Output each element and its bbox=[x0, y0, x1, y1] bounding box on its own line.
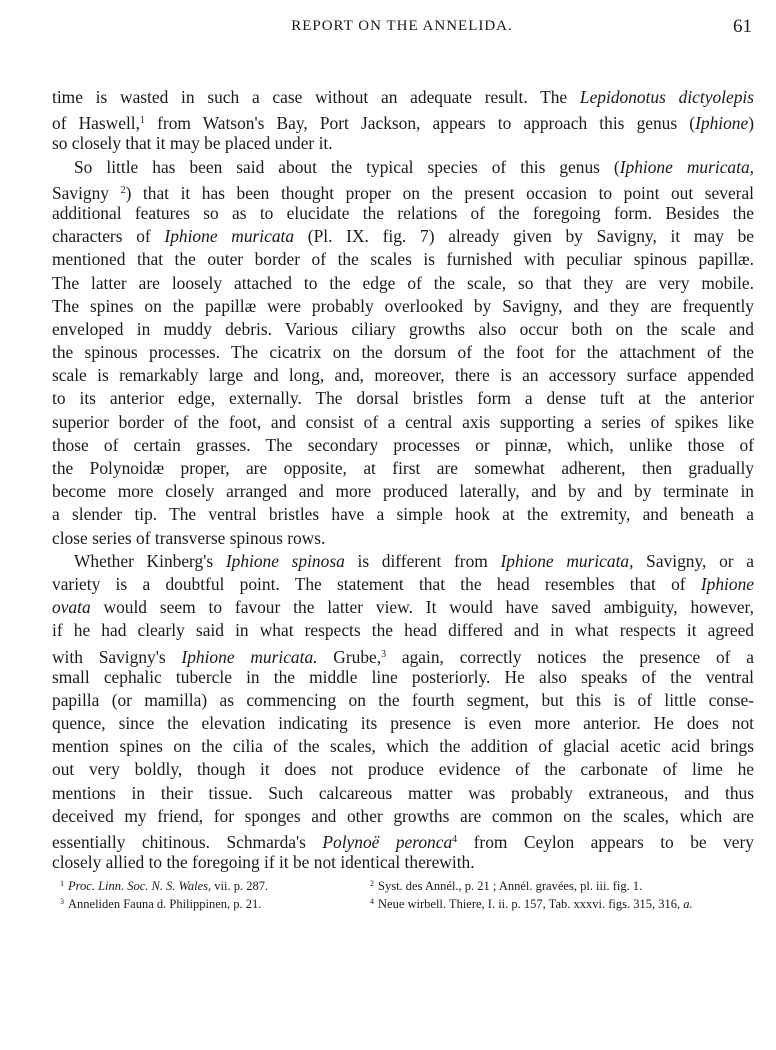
text-run: would seem to favour the latter view. It would have saved ambiguity, however, bbox=[90, 597, 754, 618]
paragraph bbox=[52, 156, 754, 550]
footnote-mark: 3 bbox=[60, 897, 64, 906]
text-run: So little has been said about the typical species of this genus ( bbox=[74, 156, 620, 177]
text-run: become more closely arranged and more produced laterally, and by and by terminate in bbox=[52, 481, 754, 502]
text-line bbox=[52, 643, 754, 666]
footnote bbox=[60, 879, 268, 894]
italic-text: Iphione muricata. bbox=[181, 646, 318, 667]
text-line bbox=[52, 202, 754, 225]
text-run: closely allied to the foregoing if it be not identical therewith. bbox=[52, 852, 475, 873]
italic-text: Iphione bbox=[695, 113, 749, 134]
text-line bbox=[52, 666, 754, 689]
text-run: The spines on the papillæ were probably overlooked by Savigny, and they are frequently bbox=[52, 295, 754, 316]
text-run: quence, since the elevation indicating its presence is even more anterior. He does not bbox=[52, 713, 754, 734]
text-line bbox=[52, 109, 754, 132]
text-run: mention spines on the cilia of the scales, which the addition of glacial acetic acid brings bbox=[52, 736, 754, 757]
text-run: the spinous processes. The cicatrix on the dorsum of the foot for the attachment of the bbox=[52, 342, 754, 363]
text-line bbox=[52, 480, 754, 503]
text-run: the Polynoidæ proper, are opposite, at first are somewhat adherent, then gradually bbox=[52, 458, 754, 478]
text-run: if he had clearly said in what respects the head differed and in what respects it agreed bbox=[52, 620, 754, 641]
text-line bbox=[52, 619, 754, 642]
text-run: ) bbox=[748, 113, 754, 134]
text-run: to its anterior edge, externally. The dorsal bristles form a dense tuft at the anterior bbox=[52, 388, 754, 409]
footnote-reference[interactable]: 4 bbox=[452, 834, 458, 845]
paragraph bbox=[52, 86, 754, 156]
footnote bbox=[370, 879, 642, 894]
text-line bbox=[52, 596, 754, 619]
text-line bbox=[52, 782, 754, 805]
text-run: Savigny, or a bbox=[633, 550, 754, 571]
text-line bbox=[52, 434, 754, 457]
text-run: Whether Kinberg's bbox=[74, 550, 226, 571]
text-run: mentioned that the outer border of the scales is furnished with peculiar spinous papillæ. bbox=[52, 249, 754, 270]
paragraph bbox=[52, 550, 754, 875]
text-line bbox=[52, 457, 754, 480]
text-line bbox=[52, 272, 754, 295]
text-line bbox=[52, 851, 754, 874]
text-run: deceived my friend, for sponges and other growths are common on the scales, which are bbox=[52, 805, 754, 826]
text-line bbox=[52, 828, 754, 851]
footnote-mark: 4 bbox=[370, 897, 374, 906]
text-line bbox=[52, 758, 754, 781]
text-line bbox=[52, 132, 754, 155]
footnote-mark: 2 bbox=[370, 879, 374, 888]
italic-text: a. bbox=[683, 897, 693, 911]
italic-text: Iphione spinosa bbox=[225, 550, 345, 571]
italic-text: Iphione muricata bbox=[164, 226, 295, 247]
text-run: scale is remarkably large and long, and, moreover, there is an accessory surface appended bbox=[52, 365, 754, 386]
text-run: enveloped in muddy debris. Various ciliary growths also occur both on the scale and bbox=[52, 318, 754, 339]
italic-text: Iphione muricata, bbox=[500, 550, 634, 571]
footnote-mark: 1 bbox=[60, 879, 64, 888]
text-line bbox=[52, 411, 754, 434]
text-run: again, correctly notices the presence of a bbox=[386, 646, 754, 667]
text-run: The latter are loosely attached to the edge of the scale, so that they are very mobile. bbox=[52, 272, 754, 293]
text-run: Syst. des Annél., p. 21 ; Annél. gravées, pl. iii. fig. 1. bbox=[378, 879, 643, 893]
text-run: variety is a doubtful point. The statement that the head resembles that of bbox=[52, 573, 701, 594]
text-run: Savigny bbox=[52, 182, 121, 203]
italic-text: ovata bbox=[52, 597, 91, 618]
text-line bbox=[52, 712, 754, 735]
text-run: superior border of the foot, and consist of a central axis supporting a series of spikes like bbox=[52, 411, 754, 432]
text-run: small cephalic tubercle in the middle line posteriorly. He also speaks of the ventral bbox=[52, 666, 754, 687]
text-run: ) that it has been thought proper on the present occasion to point out several bbox=[125, 182, 755, 203]
running-title: REPORT ON THE ANNELIDA. bbox=[291, 18, 513, 34]
italic-text: Polynoë peronca bbox=[322, 832, 453, 852]
text-line bbox=[52, 689, 754, 712]
text-run: mentions in their tissue. Such calcareous matter was probably extraneous, and thus bbox=[52, 782, 754, 803]
text-run: close series of transverse spinous rows. bbox=[52, 527, 326, 548]
body-text bbox=[52, 86, 754, 874]
text-line bbox=[52, 86, 754, 109]
text-line bbox=[52, 341, 754, 364]
page-number: 61 bbox=[733, 16, 752, 37]
text-line bbox=[52, 156, 754, 179]
text-line bbox=[52, 735, 754, 758]
italic-text: Lepidonotus dictyolepis bbox=[579, 87, 754, 107]
text-line bbox=[52, 179, 754, 202]
text-line bbox=[52, 364, 754, 387]
footnote bbox=[370, 897, 693, 912]
text-run: is different from bbox=[344, 550, 501, 571]
page-header bbox=[52, 18, 752, 40]
text-line bbox=[52, 387, 754, 410]
text-run: of Haswell, bbox=[52, 113, 140, 134]
text-run: so closely that it may be placed under it. bbox=[52, 133, 333, 154]
text-run: essentially chitinous. Schmarda's bbox=[52, 832, 323, 852]
text-line bbox=[52, 527, 754, 550]
text-line bbox=[52, 573, 754, 596]
footnote bbox=[60, 897, 261, 912]
footnote-reference[interactable]: 2 bbox=[120, 184, 126, 196]
text-run: Anneliden Fauna d. Philippinen, p. 21. bbox=[68, 897, 262, 911]
footnote-reference[interactable]: 3 bbox=[381, 648, 387, 660]
text-run: from Watson's Bay, Port Jackson, appears to approach this genus ( bbox=[144, 113, 696, 134]
text-line bbox=[52, 295, 754, 318]
text-line bbox=[52, 503, 754, 526]
italic-text: Proc. Linn. Soc. N. S. Wales, bbox=[68, 879, 212, 893]
text-run: Grube, bbox=[317, 646, 382, 667]
text-run: those of certain grasses. The secondary processes or pinnæ, which, unlike those of bbox=[52, 434, 754, 455]
text-line bbox=[52, 805, 754, 828]
text-line bbox=[52, 248, 754, 271]
text-run: (Pl. IX. fig. 7) already given by Savigny, it may be bbox=[294, 226, 755, 247]
text-run: papilla (or mamilla) as commencing on the fourth segment, but this is of little conse- bbox=[52, 689, 754, 710]
footnote-reference[interactable]: 1 bbox=[139, 115, 145, 127]
italic-text: Iphione bbox=[700, 573, 754, 594]
text-run: Neue wirbell. Thiere, I. ii. p. 157, Tab. xxxvi. figs. 315, 316, bbox=[378, 897, 684, 911]
text-run: time is wasted in such a case without an adequate result. The bbox=[52, 87, 580, 107]
text-run: out very boldly, though it does not produce evidence of the carbonate of lime he bbox=[52, 759, 754, 780]
text-run: from Ceylon appears to be very bbox=[457, 832, 754, 852]
text-line bbox=[52, 550, 754, 573]
text-run: additional features so as to elucidate the relations of the foregoing form. Besides the bbox=[52, 202, 754, 223]
text-run: with Savigny's bbox=[52, 646, 182, 667]
italic-text: Iphione muricata, bbox=[619, 156, 754, 177]
text-line bbox=[52, 318, 754, 341]
text-run: a slender tip. The ventral bristles have a simple hook at the extremity, and beneath a bbox=[52, 504, 754, 525]
text-line bbox=[52, 225, 754, 248]
text-run: vii. p. 287. bbox=[211, 879, 269, 893]
text-run: characters of bbox=[52, 226, 165, 247]
